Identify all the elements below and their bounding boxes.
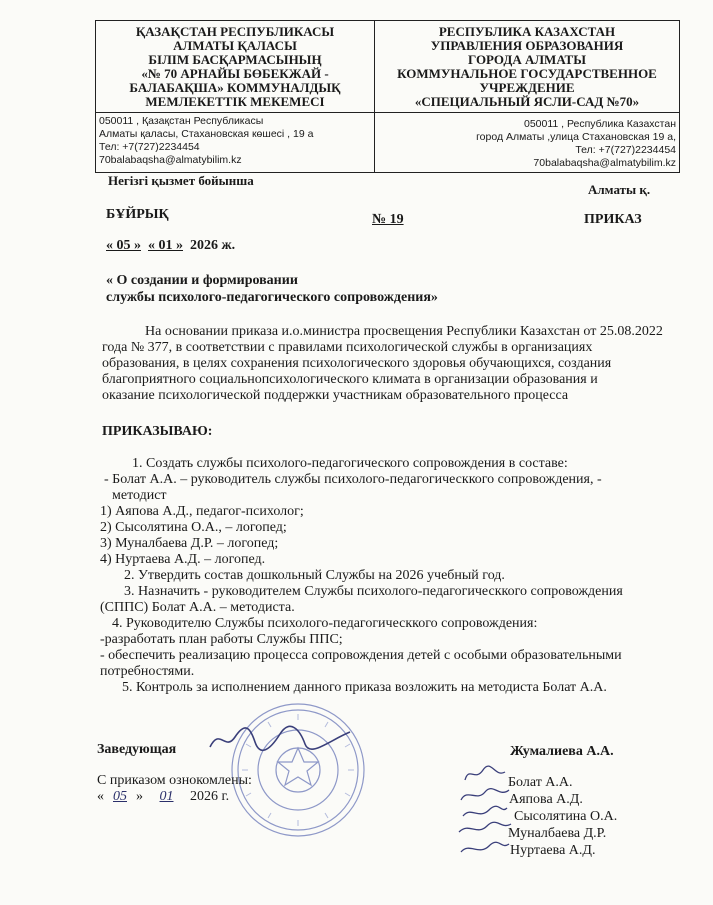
activity-label: Негізгі қызмет бойынша xyxy=(108,173,254,188)
kz-org-line: БАЛАБАҚША» КОММУНАЛДЫҚ xyxy=(129,80,341,95)
signer-name: Нуртаева А.Д. xyxy=(510,843,596,858)
order-item: 5. Контроль за исполнением данного приказа возложить на методиста Болат А.А. xyxy=(122,680,607,695)
ack-date-month: 01 xyxy=(159,789,174,804)
subject-line: « О создании и формировании xyxy=(106,273,298,288)
letterhead xyxy=(95,20,680,173)
date-year: 2026 ж. xyxy=(190,238,236,253)
kz-org-line: АЛМАТЫ ҚАЛАСЫ xyxy=(173,38,297,53)
head-title: Заведующая xyxy=(97,742,177,757)
address-line: 050011 , Қазақстан Республикасы xyxy=(99,115,264,127)
ru-org-line: УЧРЕЖДЕНИЕ xyxy=(479,80,575,95)
order-item: 2. Утвердить состав дошкольный Службы на 2026 учебный год. xyxy=(124,568,505,583)
order-word: ПРИКАЗЫВАЮ: xyxy=(102,424,213,439)
order-item: методист xyxy=(112,488,167,503)
order-item: 3) Муналбаева Д.Р. – логопед; xyxy=(100,536,279,551)
order-number: № 19 xyxy=(372,212,404,227)
preamble-line: образования, в целях сохранения психологического здоровья обучающихся, создания xyxy=(102,356,612,371)
ru-org-line: УПРАВЛЕНИЯ ОБРАЗОВАНИЯ xyxy=(430,38,624,53)
kz-address xyxy=(96,113,375,173)
ru-org-name xyxy=(375,21,680,113)
head-signature-icon xyxy=(205,722,355,758)
kz-org-line: МЕМЛЕКЕТТІК МЕКЕМЕСІ xyxy=(145,94,325,109)
order-kz-title: БҰЙРЫҚ xyxy=(106,207,169,222)
order-item: 1) Аяпова А.Д., педагог-психолог; xyxy=(100,504,304,519)
signers-signatures-icon xyxy=(455,762,515,862)
address-line: Алматы қаласы, Стахановская көшесі , 19 а xyxy=(99,128,314,140)
order-ru-title: ПРИКАЗ xyxy=(584,212,642,227)
order-item: потребностями. xyxy=(100,664,195,679)
kz-org-name xyxy=(96,21,375,113)
signer-name: Сысолятина О.А. xyxy=(514,809,618,824)
order-item: -разработать план работы Службы ППС; xyxy=(100,632,343,647)
kz-org-line: ҚАЗАҚСТАН РЕСПУБЛИКАСЫ xyxy=(135,24,335,39)
order-date xyxy=(106,238,235,254)
ack-date-year: 2026 г. xyxy=(190,789,230,804)
order-item: 3. Назначить - руководителем Службы психолого-педагогическкого сопровождения xyxy=(124,584,623,599)
preamble-line: благоприятного социальнопсихологического климата в организации образования и xyxy=(102,372,598,387)
preamble-line: На основании приказа и.о.министра просвещения Республики Казахстан от 25.08.2022 xyxy=(145,324,663,339)
ru-org-line: «СПЕЦИАЛЬНЫЙ ЯСЛИ-САД №70» xyxy=(414,94,640,109)
signer-name: Болат А.А. xyxy=(508,775,573,790)
date-month: « 01 » xyxy=(148,238,183,253)
official-seal-icon xyxy=(228,700,368,840)
acknowledgement-label: С приказом ознокомлены: xyxy=(97,773,252,788)
order-item: - обеспечить реализацию процесса сопровождения детей с особыми образовательными xyxy=(100,648,622,663)
signers-list xyxy=(508,774,617,859)
kz-org-line: «№ 70 АРНАЙЫ БӨБЕКЖАЙ - xyxy=(141,66,329,81)
address-line: 70balabaqsha@almatybilim.kz xyxy=(99,154,242,166)
date-day: « 05 » xyxy=(106,238,141,253)
address-line: Тел: +7(727)2234454 xyxy=(99,141,200,153)
ack-date-open: « xyxy=(97,789,104,804)
address-line: 70balabaqsha@almatybilim.kz xyxy=(533,157,676,169)
order-item: 1. Создать службы психолого-педагогического сопровождения в составе: xyxy=(132,456,568,471)
order-items xyxy=(100,456,690,696)
kz-org-line: БІЛІМ БАСҚАРМАСЫНЫҢ xyxy=(148,52,322,67)
subject-line: службы психолого-педагогического сопровождения» xyxy=(106,290,438,305)
ack-date-day: 05 xyxy=(113,789,127,804)
order-item: 4. Руководителю Службы психолого-педагогическкого сопровождения: xyxy=(112,616,538,631)
acknowledgement-date xyxy=(97,789,229,805)
order-item: 4) Нуртаева А.Д. – логопед. xyxy=(100,552,266,567)
ru-org-line: КОММУНАЛЬНОЕ ГОСУДАРСТВЕННОЕ xyxy=(397,66,657,81)
signer-name: Муналбаева Д.Р. xyxy=(508,826,607,841)
ru-org-line: РЕСПУБЛИКА КАЗАХСТАН xyxy=(438,24,616,39)
order-item: 2) Сысолятина О.А., – логопед; xyxy=(100,520,287,535)
preamble-line: оказание психологической поддержки участникам образовательного процесса xyxy=(102,388,569,403)
order-item: (СППС) Болат А.А. – методиста. xyxy=(100,600,295,615)
ack-date-mid: » xyxy=(136,789,143,804)
ru-org-line: ГОРОДА АЛМАТЫ xyxy=(468,52,586,67)
address-line: город Алматы ,улица Стахановская 19 а, xyxy=(476,131,676,143)
order-subject xyxy=(106,272,438,306)
preamble xyxy=(102,324,682,404)
address-line: Тел: +7(727)2234454 xyxy=(575,144,676,156)
address-line: 050011 , Республика Казахстан xyxy=(523,118,676,130)
ru-address xyxy=(375,113,680,173)
order-item: - Болат А.А. – руководитель службы психолого-педагогическкого сопровождения, - xyxy=(104,472,602,487)
preamble-line: года № 377, в соответствии с правилами психологической службы в организациях xyxy=(102,340,593,355)
signer-name: Аяпова А.Д. xyxy=(509,792,583,807)
city-label: Алматы қ. xyxy=(588,182,651,197)
head-name: Жумалиева А.А. xyxy=(510,744,614,759)
